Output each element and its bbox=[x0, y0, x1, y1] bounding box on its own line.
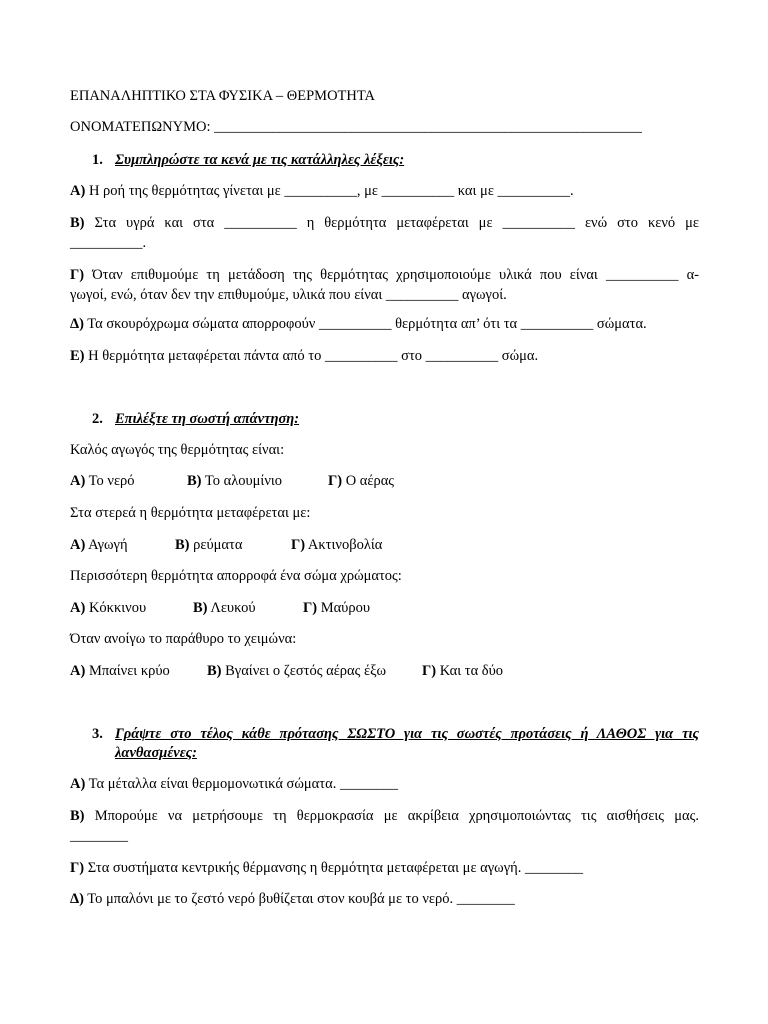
item-text: Μπορούμε να μετρήσουμε τη θερμοκρασία με ακρίβεια χρησιμοποιώντας τις αισθήσεις μας. bbox=[84, 808, 699, 824]
name-field-label: ΟΝΟΜΑΤΕΠΩΝΥΜΟ: ___________________________________________________________ bbox=[70, 119, 642, 135]
item-text: Η θερμότητα μεταφέρεται πάντα από το __________ στο __________ σώμα. bbox=[84, 348, 539, 364]
item-letter: Ε) bbox=[70, 348, 85, 364]
option-c: Γ) Ακτινοβολία bbox=[291, 537, 383, 553]
option-c: Γ) Μαύρου bbox=[303, 600, 371, 616]
option-a: Α) Μπαίνει κρύο bbox=[70, 663, 170, 679]
item-letter: Γ) bbox=[70, 860, 85, 876]
option-b: Β) ρεύματα bbox=[175, 537, 243, 553]
item-text: Όταν επιθυμούμε τη μετάδοση της θερμότητας χρησιμοποιούμε υλικά που είναι __________ α- bbox=[84, 267, 699, 283]
mc-question-1-prompt: Καλός αγωγός της θερμότητας είναι: bbox=[70, 442, 285, 458]
true-false-item-a bbox=[70, 774, 699, 794]
item-text: Τα σκουρόχρωμα σώματα απορροφούν __________ θερμότητα απ’ ότι τα __________ σώματα. bbox=[83, 316, 647, 332]
item-letter: Δ) bbox=[70, 316, 84, 332]
item-text: Στα υγρά και στα __________ η θερμότητα μεταφέρεται με __________ ενώ στο κενό με bbox=[84, 215, 699, 231]
option-c: Γ) Ο αέρας bbox=[328, 473, 395, 489]
section3-number: 3. bbox=[92, 726, 103, 742]
option-c: Γ) Και τα δύο bbox=[422, 663, 504, 679]
option-a: Α) Αγωγή bbox=[70, 537, 128, 553]
fill-blank-item-b bbox=[70, 213, 699, 233]
mc-question-1-options bbox=[70, 471, 699, 491]
fill-blank-item-d bbox=[70, 314, 699, 334]
mc-question-4-prompt: Όταν ανοίγω το παράθυρο το χειμώνα: bbox=[70, 631, 297, 647]
item-text: Τα μέταλλα είναι θερμομονωτικά σώματα. ________ bbox=[85, 776, 398, 792]
item-letter: Α) bbox=[70, 776, 86, 792]
option-b: Β) Το αλουμίνιο bbox=[187, 473, 283, 489]
item-letter: Α) bbox=[70, 183, 86, 199]
item-text: Το μπαλόνι με το ζεστό νερό βυθίζεται στον κουβά με το νερό. ________ bbox=[83, 891, 515, 907]
item-text: Στα συστήματα κεντρικής θέρμανσης η θερμότητα μεταφέρεται με αγωγή. ________ bbox=[84, 860, 583, 876]
fill-blank-item-e bbox=[70, 346, 699, 366]
mc-question-2-prompt: Στα στερεά η θερμότητα μεταφέρεται με: bbox=[70, 505, 311, 521]
true-false-item-b bbox=[70, 806, 699, 826]
item-letter: Γ) bbox=[70, 267, 85, 283]
mc-question-2-options bbox=[70, 535, 699, 555]
option-b: Β) Λευκού bbox=[193, 600, 256, 616]
option-a: Α) Το νερό bbox=[70, 473, 135, 489]
option-a: Α) Κόκκινου bbox=[70, 600, 147, 616]
true-false-item-b-continued: ________ bbox=[70, 828, 128, 844]
mc-question-3-prompt: Περισσότερη θερμότητα απορροφά ένα σώμα χρώματος: bbox=[70, 568, 402, 584]
section1-title: Συμπληρώστε τα κενά με τις κατάλληλες λέξεις: bbox=[115, 152, 405, 168]
item-text: Η ροή της θερμότητας γίνεται με __________, με __________ και με __________. bbox=[85, 183, 574, 199]
page-title: ΕΠΑΝΑΛΗΠΤΙΚΟ ΣΤΑ ΦΥΣΙΚΑ – ΘΕΡΜΟΤΗΤΑ bbox=[70, 88, 376, 104]
fill-blank-item-a bbox=[70, 181, 699, 201]
mc-question-4-options bbox=[70, 661, 699, 681]
fill-blank-item-c bbox=[70, 265, 699, 285]
mc-question-3-options bbox=[70, 598, 699, 618]
true-false-item-c bbox=[70, 858, 699, 878]
section2-title: Επιλέξτε τη σωστή απάντηση: bbox=[115, 411, 300, 427]
fill-blank-item-b-continued: __________. bbox=[70, 235, 147, 251]
item-letter: Δ) bbox=[70, 891, 84, 907]
section2-number: 2. bbox=[92, 411, 103, 427]
item-letter: Β) bbox=[70, 808, 85, 824]
item-letter: Β) bbox=[70, 215, 85, 231]
section3-title-continued: λανθασμένες: bbox=[115, 745, 197, 761]
fill-blank-item-c-continued: γωγοί, ενώ, όταν δεν την επιθυμούμε, υλικά που είναι __________ αγωγοί. bbox=[70, 287, 507, 303]
section3-title: Γράψτε στο τέλος κάθε πρότασης ΣΩΣΤΟ για τις σωστές προτάσεις ή ΛΑΘΟΣ για τις bbox=[115, 726, 699, 742]
section1-number: 1. bbox=[92, 152, 103, 168]
true-false-item-d bbox=[70, 889, 699, 909]
option-b: Β) Βγαίνει ο ζεστός αέρας έξω bbox=[207, 663, 387, 679]
